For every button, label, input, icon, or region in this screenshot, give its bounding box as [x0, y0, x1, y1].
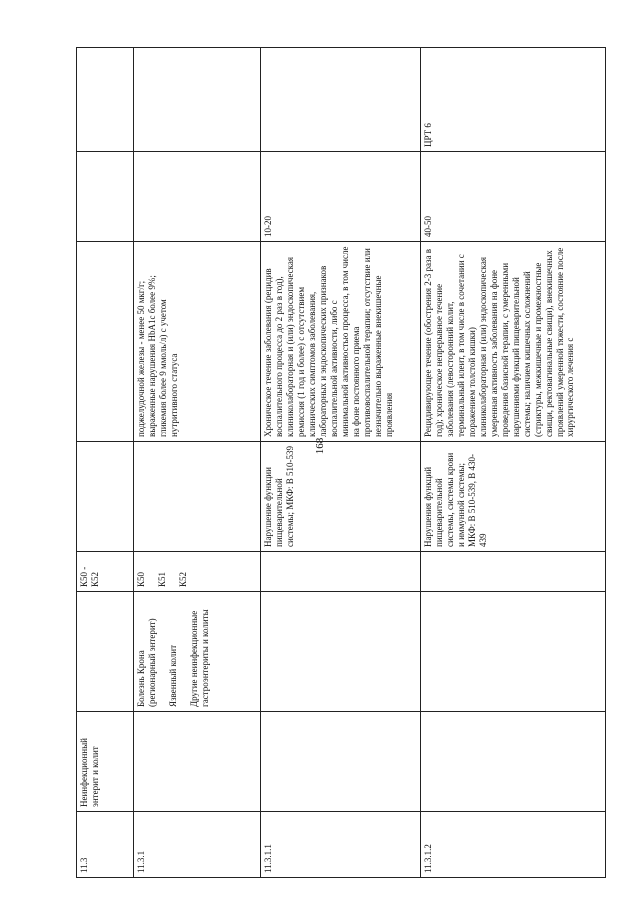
table-row [420, 48, 605, 878]
disease-name-item: Болезнь Крона (регионарный энтерит) [136, 618, 158, 707]
extra-note [134, 48, 261, 152]
table-row [134, 48, 261, 878]
criteria-table [76, 47, 606, 878]
clinical-criteria: Рецидивирующее течение (обострения 2-3 раза в год); хроническое непрерывное течение заболевания (левосторонний колит, терминальный илеит, в том числе в сочетании с поражением толстой кишки) клиниколабораторная и (или) эндоскопическая умеренная активность заболевания на фоне проведения базисной терапии, с умеренными нарушениями функций пищеварительной системы; наличием кишечных осложнений (стриктуры, межкишечные и промежностные свищи, ректовагинальные свищи), внекишечных проявлений умеренной тяжести, состояние после хирургического лечения с [420, 242, 605, 442]
disease-name [420, 592, 605, 712]
disease-group: Неинфекционный энтерит и колит [77, 712, 134, 812]
disease-name-item: Язвенный колит [168, 644, 179, 707]
percent-range: 10-20 [261, 152, 420, 242]
clinical-criteria: поджелудочной железы - менее 50 мкг/г; выраженные нарушения HbA1c более 9%; гликемия более 9 ммоль/л) с учетом нутритивного статуса [134, 242, 261, 442]
row-number: 11.3 [77, 812, 134, 878]
criteria-table-rotated [76, 48, 606, 878]
function-impairment [77, 442, 134, 552]
icd-code-item: К51 [157, 571, 168, 587]
icd-code [261, 552, 420, 592]
row-number: 11.3.1.1 [261, 812, 420, 878]
row-number: 11.3.1.2 [420, 812, 605, 878]
icd-code [420, 552, 605, 592]
disease-name-item: Другие неинфекционные гастроэнтериты и колиты [189, 609, 211, 707]
disease-group [420, 712, 605, 812]
table-row [261, 48, 420, 878]
function-impairment: Нарушение функции пищеварительной системы; МКФ: В 510-539 [261, 442, 420, 552]
extra-note: ЦРТ 6 [420, 48, 605, 152]
disease-name [261, 592, 420, 712]
percent-range [77, 152, 134, 242]
function-impairment [134, 442, 261, 552]
percent-range: 40-50 [420, 152, 605, 242]
disease-name [134, 592, 261, 712]
extra-note [261, 48, 420, 152]
disease-name [77, 592, 134, 712]
clinical-criteria [77, 242, 134, 442]
table-row [77, 48, 134, 878]
row-number: 11.3.1 [134, 812, 261, 878]
extra-note [77, 48, 134, 152]
disease-group [261, 712, 420, 812]
page-number: 168 [314, 437, 326, 455]
function-impairment: Нарушения функций пищеварительной системы, системы крови и иммунной системы; МКФ: В 510-539, В 430-439 [420, 442, 605, 552]
icd-code-item: К52 [178, 571, 189, 587]
icd-code-item: К50 [136, 571, 147, 587]
percent-range [134, 152, 261, 242]
clinical-criteria: Хроническое течение заболевания (рецидив воспалительного процесса до 2 раз в год), клиниколабораторная и (или) эндоскопическая ремиссия (1 год и более) с отсутствием клинических симптомов заболевания, лабораторных и эндоскопических признаков воспалительной активности, либо с минимальной активностью процесса, в том числе на фоне постоянного приема противовоспалительной терапии; отсутствие или незначительно выраженные внекишечные проявления [261, 242, 420, 442]
icd-code: К50 - К52 [77, 552, 134, 592]
disease-group [134, 712, 261, 812]
icd-code [134, 552, 261, 592]
